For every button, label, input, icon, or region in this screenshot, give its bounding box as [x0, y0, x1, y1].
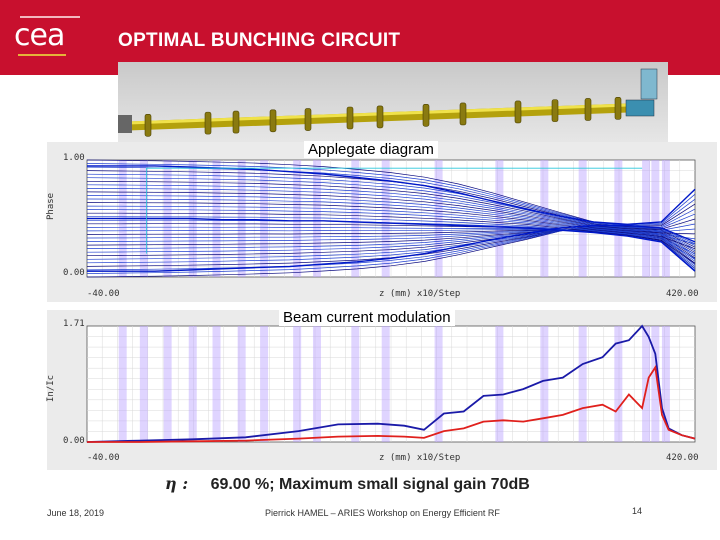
y-axis-label: Phase — [46, 192, 56, 220]
gap-band — [651, 160, 659, 277]
cavity-flange — [552, 100, 558, 122]
cea-logo — [14, 14, 94, 58]
gap-band — [213, 160, 221, 277]
y-tick-label: 0.00 — [63, 268, 85, 278]
footer-date: June 18, 2019 — [47, 508, 105, 518]
cavity-flange — [615, 97, 621, 119]
gap-band — [495, 326, 503, 442]
cavity-flange — [270, 110, 276, 132]
cavity-flange — [377, 106, 383, 128]
cavity-flange — [347, 107, 353, 129]
efficiency-text: 69.00 %; Maximum small signal gain 70dB — [210, 476, 530, 493]
y-tick-label: 1.71 — [63, 319, 85, 329]
eta-symbol: η : — [165, 474, 189, 493]
x-tick-label: -40.00 — [87, 453, 120, 463]
gap-band — [119, 326, 127, 442]
x-axis-label: z (mm) x10/Step — [379, 453, 461, 463]
cavity-flange — [585, 98, 591, 120]
gap-band — [238, 326, 246, 442]
efficiency-summary — [165, 474, 530, 494]
slide-title: OPTIMAL BUNCHING CIRCUIT — [118, 30, 401, 51]
gap-band — [238, 160, 246, 277]
applegate-chart — [47, 142, 717, 302]
beam-current-chart — [47, 310, 717, 470]
y-tick-label: 1.00 — [63, 153, 85, 163]
cavity-flange — [423, 104, 429, 126]
beamline-cad-model-icon — [118, 62, 668, 147]
x-tick-label: 420.00 — [666, 289, 699, 299]
gap-band — [260, 326, 268, 442]
gap-band — [189, 326, 197, 442]
gap-band — [260, 160, 268, 277]
x-tick-label: 420.00 — [666, 453, 699, 463]
cavity-flange — [515, 101, 521, 123]
x-tick-label: -40.00 — [87, 289, 120, 299]
gap-band — [435, 326, 443, 442]
gap-band — [213, 326, 221, 442]
gap-band — [614, 160, 622, 277]
page-number: 14 — [632, 506, 643, 516]
chart-title: Applegate diagram — [304, 141, 438, 158]
y-axis-label: In/Ic — [46, 374, 56, 402]
gap-band — [140, 326, 148, 442]
gap-band — [540, 326, 548, 442]
x-axis-label: z (mm) x10/Step — [379, 289, 461, 299]
gap-band — [642, 160, 650, 277]
cavity-flange — [305, 109, 311, 131]
gap-band — [579, 326, 587, 442]
cavity-flange — [205, 112, 211, 134]
chart-title: Beam current modulation — [279, 309, 455, 326]
y-tick-label: 0.00 — [63, 436, 85, 446]
gap-band — [313, 326, 321, 442]
applegate-diagram-panel — [47, 142, 717, 302]
gap-band — [642, 326, 650, 442]
gap-band — [293, 326, 301, 442]
gap-band — [164, 326, 172, 442]
logo-underline — [18, 54, 66, 56]
logo-text: cea — [14, 18, 65, 53]
beam-current-panel — [47, 310, 717, 470]
cavity-flange — [460, 103, 466, 125]
footer-presenter: Pierrick HAMEL – ARIES Workshop on Energy Efficient RF — [265, 508, 500, 518]
cavity-flange — [145, 114, 151, 136]
gap-band — [313, 160, 321, 277]
cavity-flange — [233, 111, 239, 133]
